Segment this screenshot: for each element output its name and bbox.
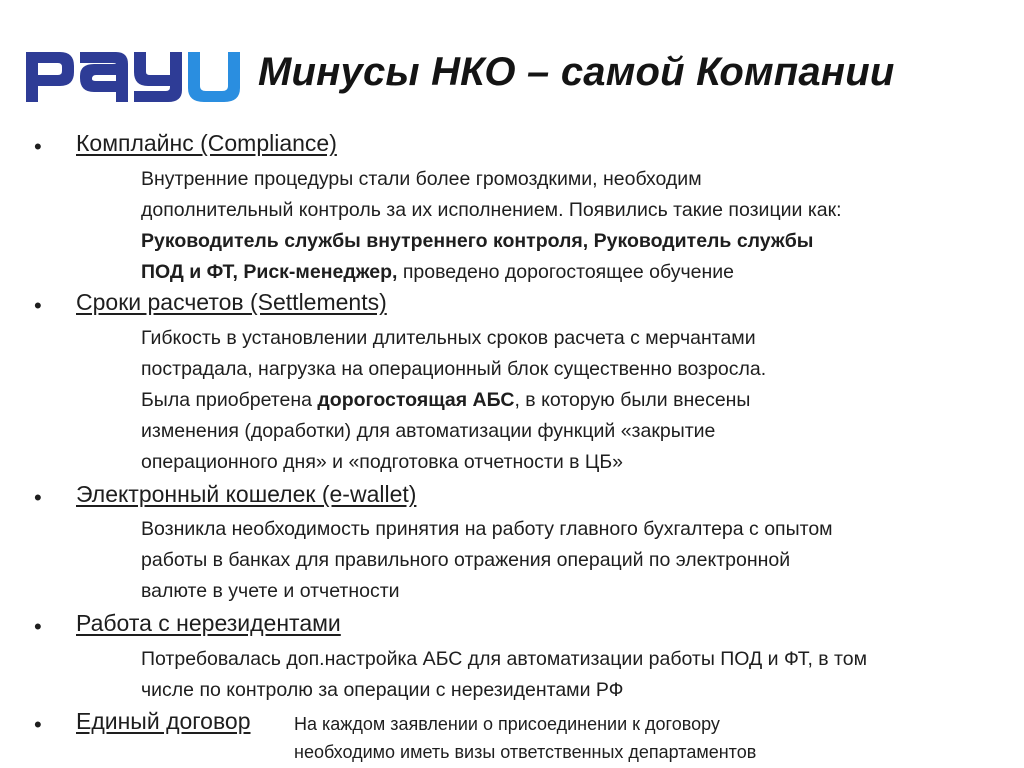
bullet-icon: • (34, 485, 42, 510)
logo-letter-u (188, 52, 240, 102)
section-heading-e-wallet: Электронный кошелек (e-wallet) (76, 481, 417, 507)
logo-letter-y (134, 52, 182, 102)
payu-logo (22, 46, 244, 106)
section-text-nonresidents: Потребовалась доп.настройка АБС для автоматизации работы ПОД и ФТ, в том числе по контролю за операции с нерезидентами РФ (141, 648, 868, 701)
section-text-e-wallet: Возникла необходимость принятия на работу главного бухгалтера с опытом работы в банках для правильного отражения операций по электронной валюте в учете и отчетности (141, 518, 833, 602)
bullet-icon: • (34, 134, 42, 159)
section-text-compliance: Внутренние процедуры стали более громоздкими, необходим дополнительный контроль за их исполнением. Появились такие позиции как: Руководитель службы внутреннего контроля, Руководитель службы ПОД и ФТ, Риск-менеджер, проведено дорогостоящее обучение (141, 168, 842, 283)
bullet-icon: • (34, 293, 42, 318)
section-heading-nonresidents: Работа с нерезидентами (76, 610, 341, 636)
section-text-single-contract: На каждом заявлении о присоединении к договору необходимо иметь визы ответственных департаментов (294, 714, 757, 762)
section-heading-settlements: Сроки расчетов (Settlements) (76, 289, 387, 315)
logo-letter-p (26, 52, 74, 102)
logo-letter-a (80, 52, 128, 102)
page-title: Минусы НКО – самой Компании (258, 50, 895, 94)
bullet-icon: • (34, 614, 42, 639)
section-heading-single-contract: Единый договор (76, 708, 251, 734)
bullet-icon: • (34, 712, 42, 737)
section-heading-compliance: Комплайнс (Compliance) (76, 130, 337, 156)
section-text-settlements: Гибкость в установлении длительных сроков расчета с мерчантами пострадала, нагрузка на операционный блок существенно возросла. Была приобретена дорогостоящая АБС, в которую были внесены изменения (доработки) для автоматизации функций «закрытие операционного дня» и «подготовка отчетности в ЦБ» (141, 327, 767, 473)
